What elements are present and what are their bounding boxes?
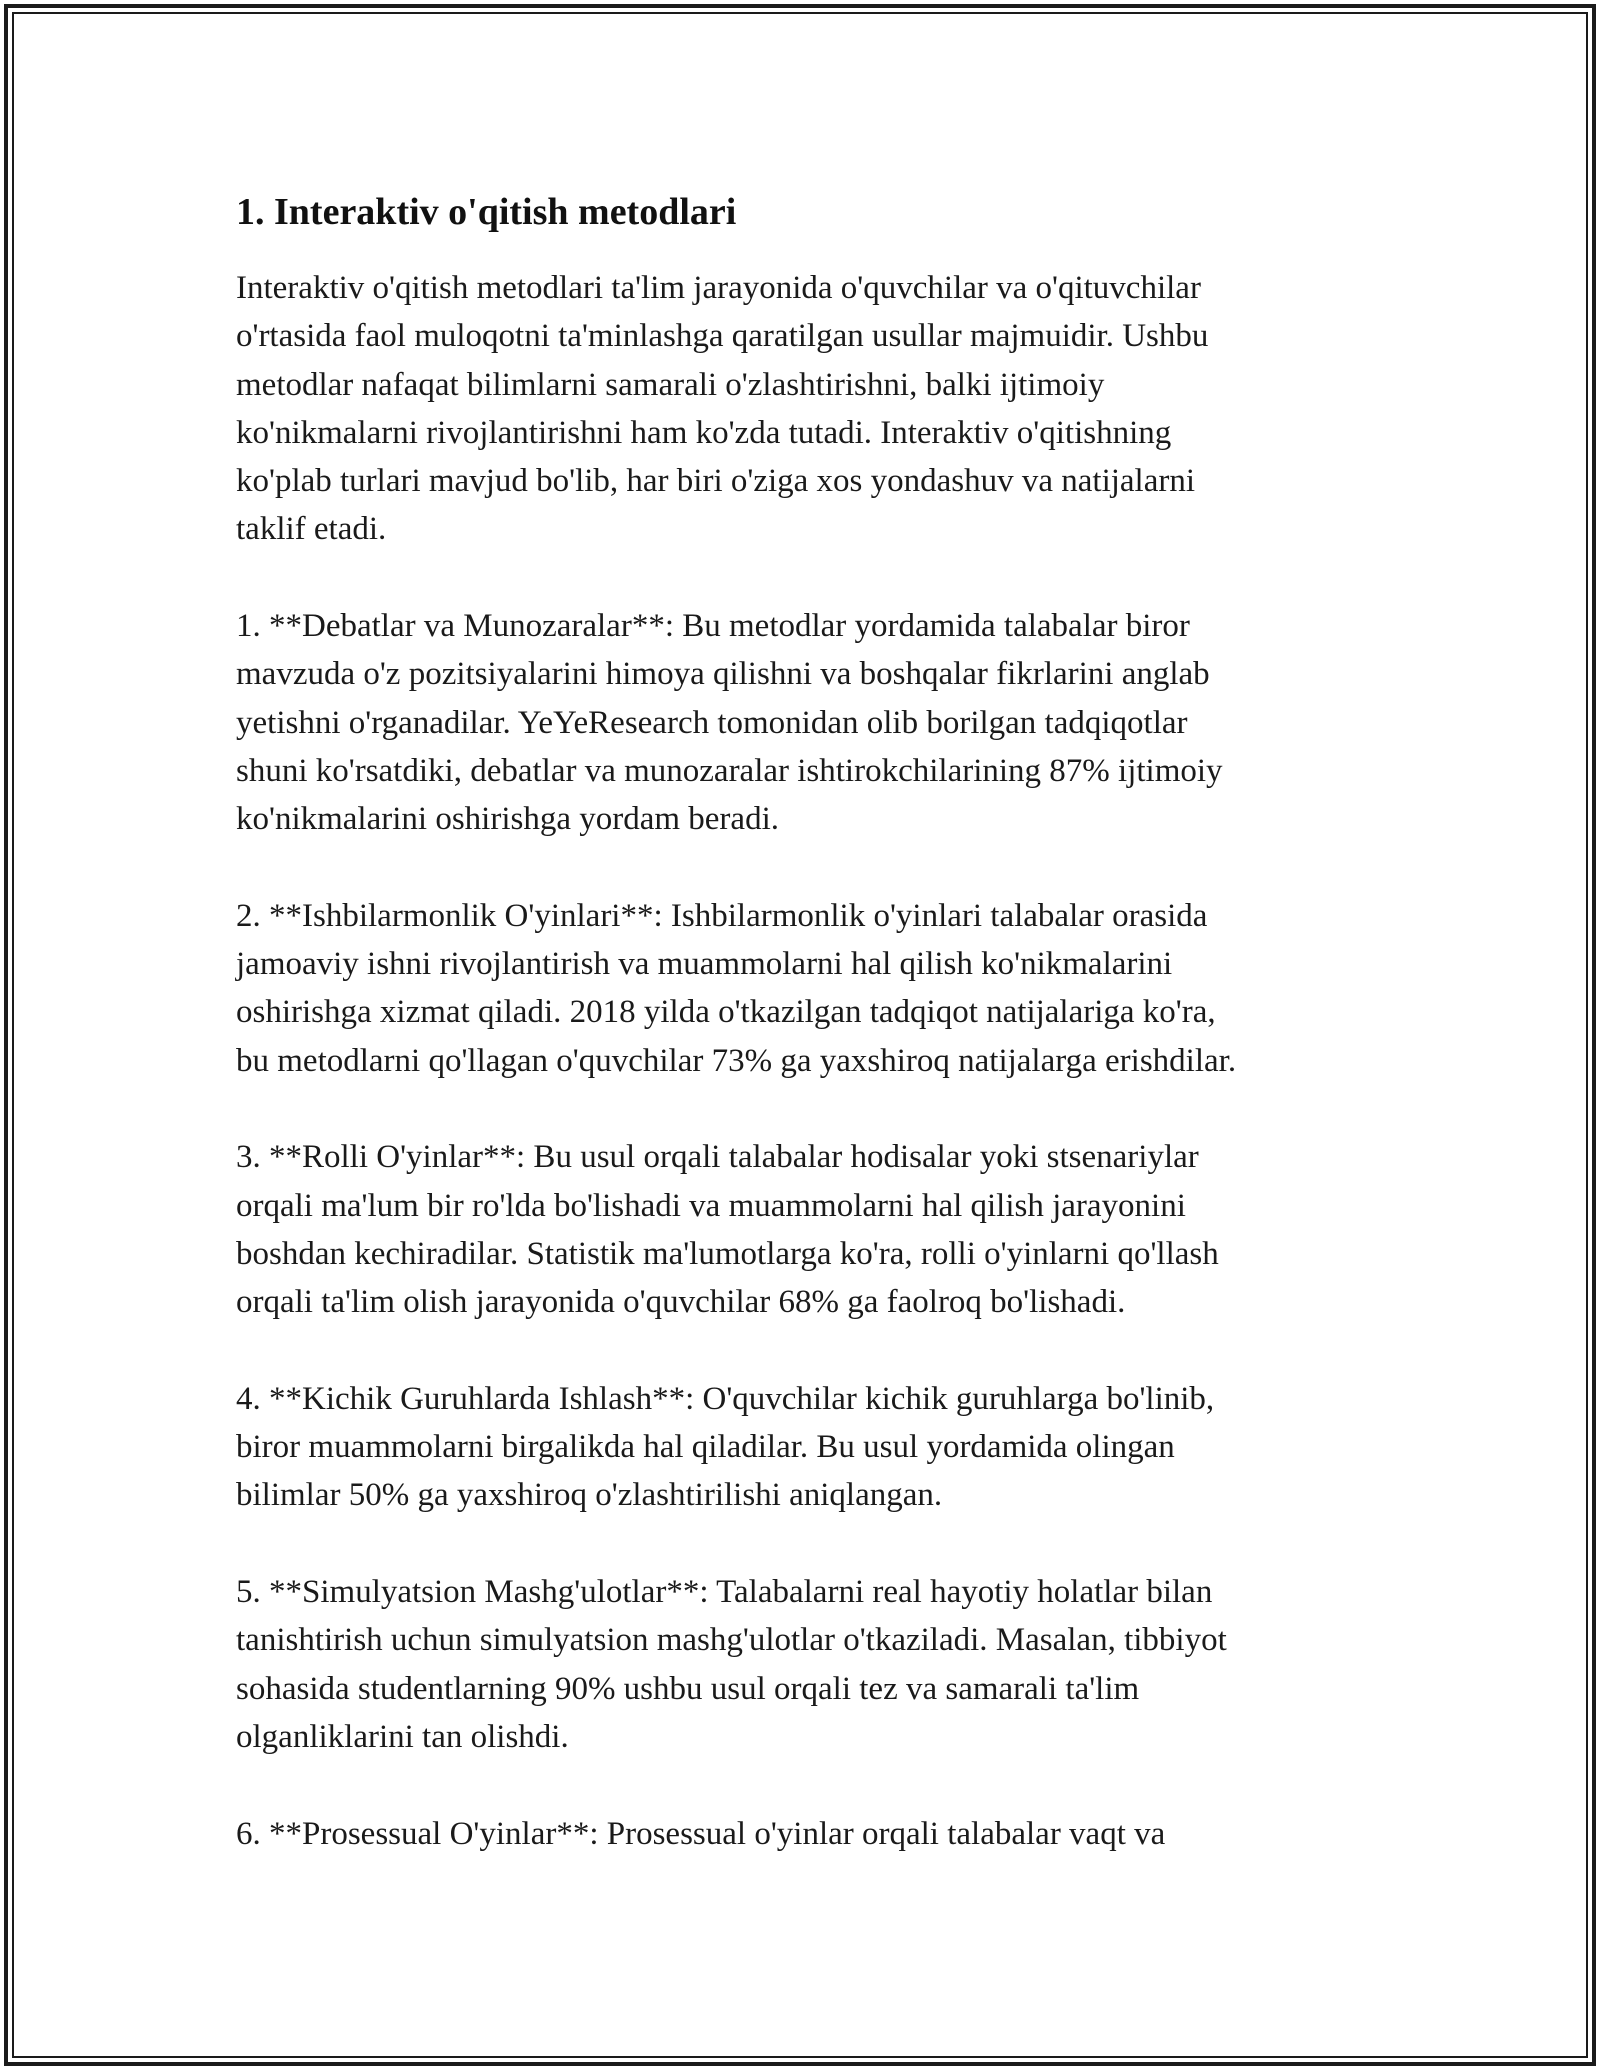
paragraph-list <box>236 264 1356 1858</box>
text-line: taklif etadi. <box>236 511 387 548</box>
list-item-paragraph <box>236 1133 1356 1326</box>
text-line: sohasida studentlarning 90% ushbu usul orqali tez va samarali ta'lim <box>236 1670 1140 1707</box>
list-item-paragraph <box>236 1810 1356 1858</box>
text-line: 4. **Kichik Guruhlarda Ishlash**: O'quvchilar kichik guruhlarga bo'linib, <box>236 1380 1215 1417</box>
text-line: yetishni o'rganadilar. YeYeResearch tomonidan olib borilgan tadqiqotlar <box>236 704 1188 741</box>
text-line: 5. **Simulyatsion Mashg'ulotlar**: Talabalarni real hayotiy holatlar bilan <box>236 1574 1213 1611</box>
intro-paragraph <box>236 264 1356 554</box>
list-item-paragraph <box>236 1568 1356 1761</box>
text-line: biror muammolarni birgalikda hal qiladilar. Bu usul yordamida olingan <box>236 1429 1175 1466</box>
list-item-paragraph <box>236 602 1356 843</box>
text-line: 2. **Ishbilarmonlik O'yinlari**: Ishbilarmonlik o'yinlari talabalar orasida <box>236 897 1208 934</box>
text-line: orqali ta'lim olish jarayonida o'quvchilar 68% ga faolroq bo'lishadi. <box>236 1284 1126 1321</box>
text-line: olganliklarini tan olishdi. <box>236 1718 569 1755</box>
text-line: tanishtirish uchun simulyatsion mashg'ulotlar o'tkaziladi. Masalan, tibbiyot <box>236 1622 1227 1659</box>
text-line: mavzuda o'z pozitsiyalarini himoya qilishni va boshqalar fikrlarini anglab <box>236 656 1210 693</box>
text-line: 3. **Rolli O'yinlar**: Bu usul orqali talabalar hodisalar yoki stsenariylar <box>236 1139 1199 1176</box>
document-body <box>236 186 1356 1906</box>
text-line: jamoaviy ishni rivojlantirish va muammolarni hal qilish ko'nikmalarini <box>236 946 1173 983</box>
text-line: oshirishga xizmat qiladi. 2018 yilda o'tkazilgan tadqiqot natijalariga ko'ra, <box>236 994 1216 1031</box>
text-line: 6. **Prosessual O'yinlar**: Prosessual o'yinlar orqali talabalar vaqt va <box>236 1815 1166 1852</box>
section-heading: 1. Interaktiv o'qitish metodlari <box>236 191 737 233</box>
text-line: ko'plab turlari mavjud bo'lib, har biri o'ziga xos yondashuv va natijalarni <box>236 463 1196 500</box>
text-line: o'rtasida faol muloqotni ta'minlashga qaratilgan usullar majmuidir. Ushbu <box>236 318 1209 355</box>
text-line: bilimlar 50% ga yaxshiroq o'zlashtirilishi aniqlangan. <box>236 1477 943 1514</box>
text-line: shuni ko'rsatdiki, debatlar va munozaralar ishtirokchilarining 87% ijtimoiy <box>236 752 1223 789</box>
text-line: boshdan kechiradilar. Statistik ma'lumotlarga ko'ra, rolli o'yinlarni qo'llash <box>236 1235 1219 1272</box>
text-line: ko'nikmalarini oshirishga yordam beradi. <box>236 801 779 838</box>
text-line: orqali ma'lum bir ro'lda bo'lishadi va muammolarni hal qilish jarayonini <box>236 1187 1186 1224</box>
text-line: ko'nikmalarni rivojlantirishni ham ko'zda tutadi. Interaktiv o'qitishning <box>236 414 1172 451</box>
text-line: metodlar nafaqat bilimlarni samarali o'zlashtirishni, balki ijtimoiy <box>236 366 1105 403</box>
text-line: Interaktiv o'qitish metodlari ta'lim jarayonida o'quvchilar va o'qituvchilar <box>236 270 1201 306</box>
text-line: 1. **Debatlar va Munozaralar**: Bu metodlar yordamida talabalar biror <box>236 608 1190 645</box>
list-item-paragraph <box>236 892 1356 1085</box>
text-line: bu metodlarni qo'llagan o'quvchilar 73% ga yaxshiroq natijalarga erishdilar. <box>236 1042 1237 1079</box>
list-item-paragraph <box>236 1375 1356 1520</box>
